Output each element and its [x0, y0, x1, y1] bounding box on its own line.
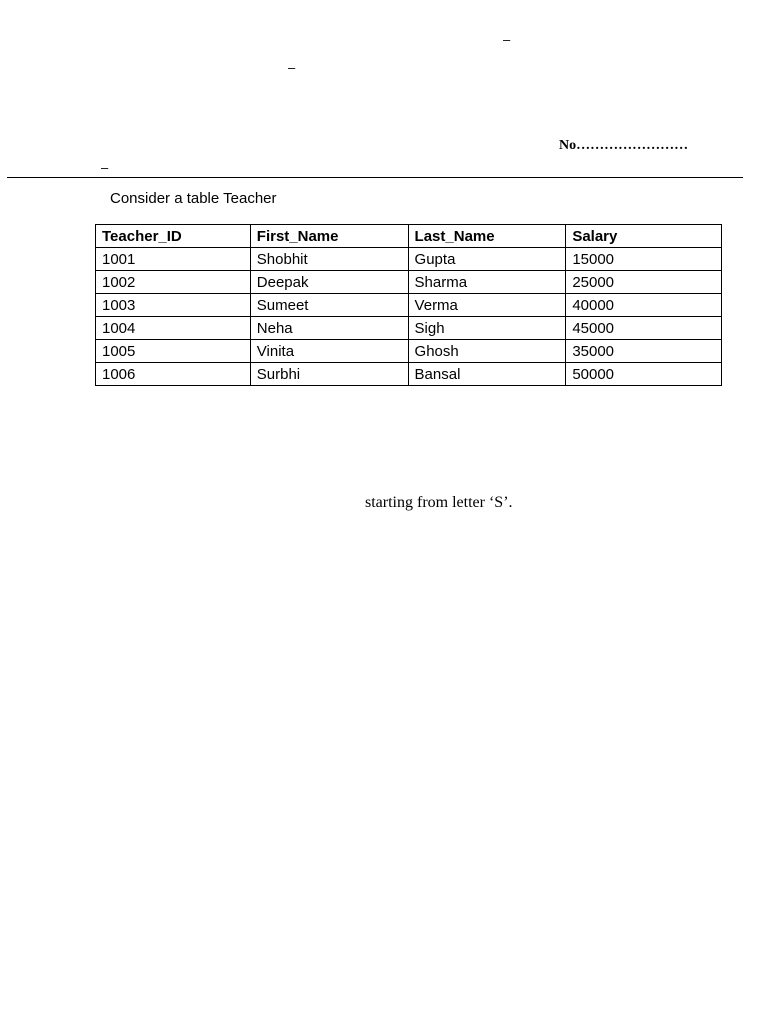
last-name-cell: Gupta [408, 248, 566, 271]
roll-number-line: No…………………… [559, 138, 689, 153]
dash-mark-top: – [503, 32, 511, 47]
horizontal-rule [7, 177, 743, 178]
last-name-cell: Ghosh [408, 340, 566, 363]
last-name-cell: Bansal [408, 363, 566, 386]
column-header-teacher-id: Teacher_ID [96, 225, 251, 248]
salary-cell: 50000 [566, 363, 722, 386]
table-header-row [96, 225, 722, 248]
teacher-id-cell: 1005 [96, 340, 251, 363]
dash-mark-left: – [101, 160, 109, 175]
teacher-id-cell: 1006 [96, 363, 251, 386]
column-header-first-name: First_Name [250, 225, 408, 248]
first-name-cell: Neha [250, 317, 408, 340]
question-fragment: starting from letter ‘S’. [365, 494, 513, 511]
salary-cell: 45000 [566, 317, 722, 340]
salary-cell: 15000 [566, 248, 722, 271]
first-name-cell: Surbhi [250, 363, 408, 386]
salary-cell: 25000 [566, 271, 722, 294]
table-row [96, 271, 722, 294]
table-row [96, 294, 722, 317]
first-name-cell: Deepak [250, 271, 408, 294]
last-name-cell: Verma [408, 294, 566, 317]
table-row [96, 340, 722, 363]
teacher-id-cell: 1001 [96, 248, 251, 271]
table-row [96, 317, 722, 340]
table-row [96, 363, 722, 386]
column-header-last-name: Last_Name [408, 225, 566, 248]
last-name-cell: Sharma [408, 271, 566, 294]
table-row [96, 248, 722, 271]
teacher-table [95, 224, 722, 386]
first-name-cell: Vinita [250, 340, 408, 363]
salary-cell: 35000 [566, 340, 722, 363]
teacher-id-cell: 1004 [96, 317, 251, 340]
teacher-id-cell: 1002 [96, 271, 251, 294]
teacher-id-cell: 1003 [96, 294, 251, 317]
intro-text: Consider a table Teacher [110, 190, 277, 207]
last-name-cell: Sigh [408, 317, 566, 340]
column-header-salary: Salary [566, 225, 722, 248]
dash-mark-middle: – [288, 60, 296, 75]
first-name-cell: Sumeet [250, 294, 408, 317]
salary-cell: 40000 [566, 294, 722, 317]
first-name-cell: Shobhit [250, 248, 408, 271]
